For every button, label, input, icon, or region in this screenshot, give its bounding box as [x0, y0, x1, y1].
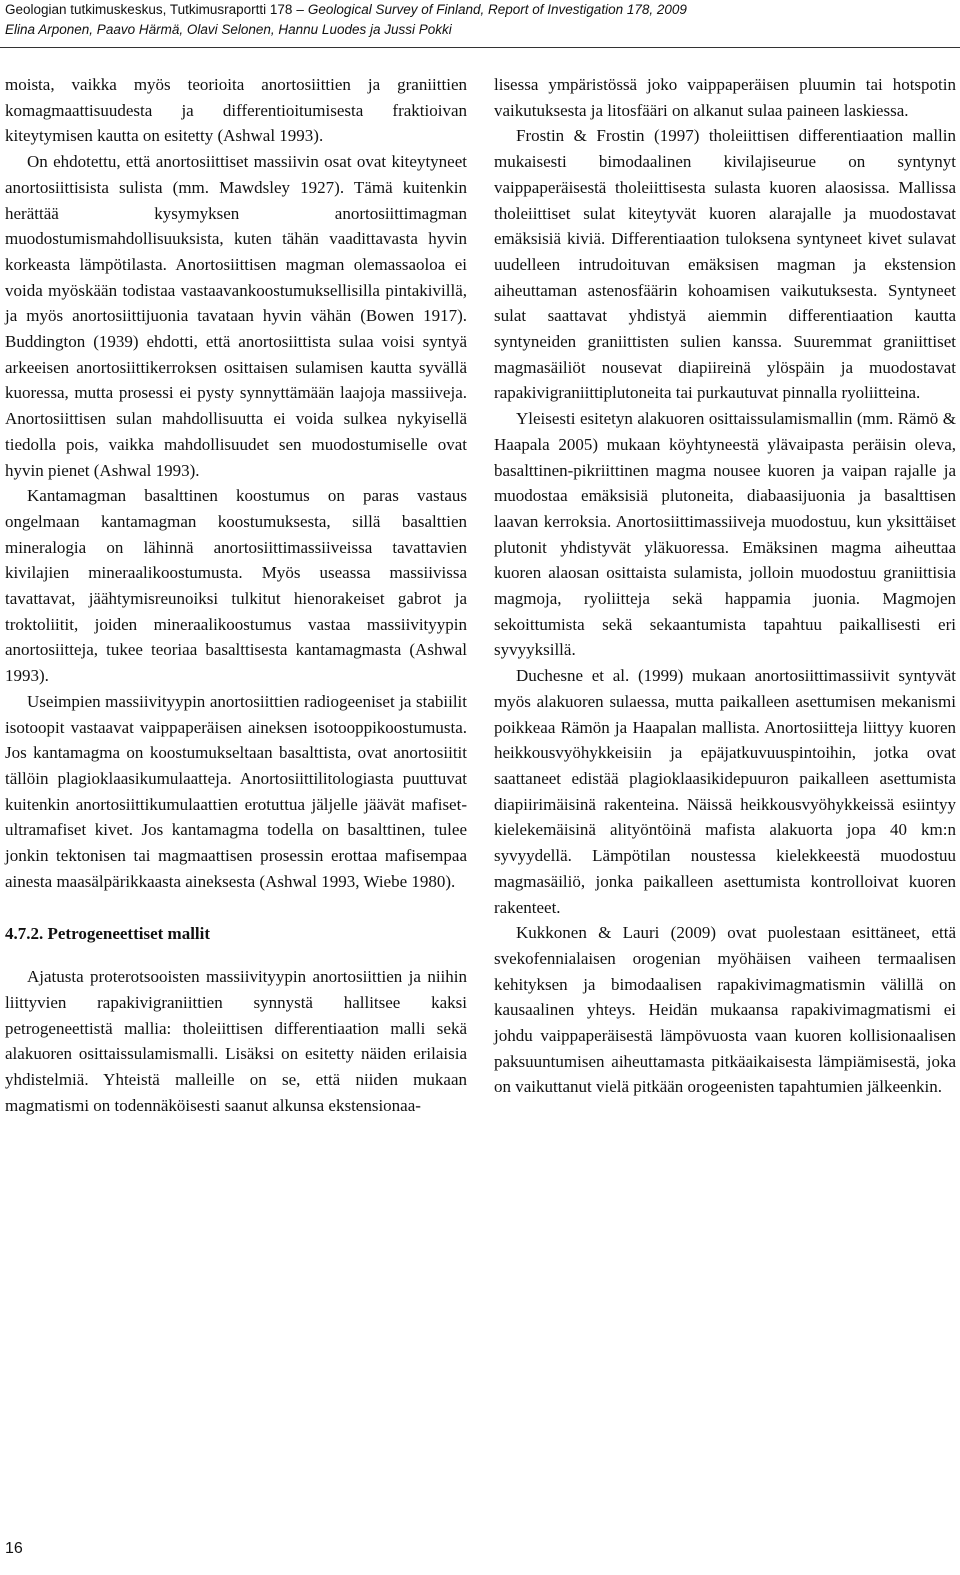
- header-series-fi: Geologian tutkimuskeskus, Tutkimusraportti 178: [5, 2, 293, 17]
- header-separator: –: [296, 2, 304, 17]
- right-column: [494, 72, 956, 1100]
- page-number: 16: [5, 1540, 23, 1557]
- paragraph: lisessa ympäristössä joko vaippaperäisen pluumin tai hotspotin vaikutuksesta ja litosfääri on alkanut sulaa paineen laskiessa.: [494, 75, 956, 120]
- paragraph: On ehdotettu, että anortosiittiset massiivin osat ovat kiteytyneet anortosiittisista sulista (mm. Mawdsley 1927). Tämä kuitenkin herättää kysymyksen anortosiittimagman muodostumismahdollisuuksista, kuten tähän vaadittavasta hyvin korkeasta lämpötilasta. Anortosiittisen magman olemassaoloa ei voida myöskään todistaa vastaavankoostumuksellisilla pintakivillä, ja myös anortosiittijuonia tavataan hyvin vähän (Bowen 1917). Buddington (1939) ehdotti, että anortosiittista sulaa voisi syntyä arkeeisen anortosiittikerroksen osittaisen sulamisen kautta syvällä kuoressa, mutta prosessi ei pysty synnyttämään laajoja massiiveja. Anortosiittisen sulan mahdollisuutta ei voida sulkea nykyisellä tiedolla pois, vaikka mahdollisuudet sen muodostumiselle ovat hyvin pienet (Ashwal 1993).: [5, 152, 467, 480]
- paragraph: Yleisesti esitetyn alakuoren osittaissulamismallin (mm. Rämö & Haapala 2005) mukaan köyhtyneestä ylävaipasta peräisin oleva, basalttinen-pikriittinen magma nousee kuoren ja vaipan rajalle ja muodostaa emäksisiä plutoneita, diabaasijuonia ja basalttisen laavan kerroksia. Anortosiittimassiiveja muodostuu, kun yksittäiset plutonit yhdistyvät yläkuoressa. Emäksinen magma aiheuttaa kuoren alaosan osittaista sulamista, jolloin muodostuu graniittisia magmoja, ryoliitteja sekä happamia juonia. Magmojen sekoittumista sekä sekaantumista tapahtuu paikallisesti eri syvyyksillä.: [494, 409, 956, 660]
- paragraph: Kukkonen & Lauri (2009) ovat puolestaan esittäneet, että svekofennialaisen orogenian myöhäisen vaiheen termaalisen kehityksen ja bimodaalisen rapakivimagmatismin välillä on kausaalinen yhteys. Heidän mukaansa rapakivimagmatismi ei johdu vaippaperäisestä lämpövuosta vaan kuoren kollisionaalisen paksuuntumisen aiheuttamasta pitkäaikaisesta lämpiämisestä, joka on vaikuttanut vielä pitkään orogeenisten tapahtumien jälkeenkin.: [494, 923, 956, 1097]
- header-authors: Elina Arponen, Paavo Härmä, Olavi Selonen, Hannu Luodes ja Jussi Pokki: [5, 22, 452, 37]
- paragraph: Useimpien massiivityypin anortosiittien radiogeeniset ja stabiilit isotoopit vastaavat vaippaperäisen aineksen isotooppikoostumusta. Jos kantamagma on koostumukseltaan basalttista, ovat anortosiitit tällöin plagioklaasikumulaatteja. Anortosiittilitologiasta puuttuvat kuitenkin anortosiittikumulaattien erotuttua jäljelle jäävät mafiset-ultramafiset kivet. Jos kantamagma todella on basalttinen, tulee jonkin tektonisen tai magmaattisen prosessin erottaa mafisempaa ainesta maasälpärikkaasta aineksesta (Ashwal 1993, Wiebe 1980).: [5, 691, 467, 891]
- left-column: [5, 72, 467, 1118]
- header-rule: [0, 47, 960, 48]
- header-series-en: Geological Survey of Finland, Report of Investigation 178, 2009: [307, 2, 687, 17]
- paragraph: Ajatusta proterotsooisten massiivityypin anortosiittien ja niihin liittyvien rapakivigraniittien synnystä hallitsee kaksi petrogeneettistä mallia: tholeiittisen differentiaation malli sekä alakuoren osittaissulamismalli. Lisäksi on esitetty näiden erilaisia yhdistelmiä. Yhteistä malleille on se, että niiden mukaan magmatismi on todennäköisesti saanut alkunsa ekstensionaa-: [5, 967, 467, 1115]
- running-header: [5, 0, 945, 40]
- section-heading: 4.7.2. Petrogeneettiset mallit: [5, 923, 211, 943]
- paragraph: moista, vaikka myös teorioita anortosiittien ja graniittien komagmaattisuudesta ja differentioitumisesta fraktioivan kiteytymisen kautta on esitetty (Ashwal 1993).: [5, 75, 467, 146]
- header-line-1: [5, 0, 945, 20]
- paragraph: Kantamagman basalttinen koostumus on paras vastaus ongelmaan kantamagman koostumuksesta, sillä basalttien mineralogia on lähinnä anortosiittimassiiveissa tavattavien kivilajien mineraalikoostumusta. Myös useassa massiivissa tavattavat, jäähtymisreunoiksi tulkitut hienorakeiset gabrot ja troktoliitit, joiden mineraalikoostumus vastaa massiivityypin anortosiitteja, tukee teoriaa basalttisesta kantamagmasta (Ashwal 1993).: [5, 486, 467, 686]
- paragraph: Duchesne et al. (1999) mukaan anortosiittimassiivit syntyvät myös alakuoren sulaessa, mutta paikalleen asettumisen mekanismi poikkeaa Rämön ja Haapalan mallista. Anortosiitteja liittyy kuoren heikkousvyöhykkeisiin ja epäjatkuvuuspintoihin, jotka ovat saattaneet edistää plagioklaasikidepuuron paikalleen asettumista diapiirimäisinä rakenteina. Näissä heikkousvyöhykkeissä esiintyy kielekemäisinä alityöntöinä mafista alakuorta jopa 40 km:n syvyydellä. Lämpötilan noustessa kielekkeestä muodostuu magmasäiliö, jonka paikalleen asettumista kontrolloivat kuoren rakenteet.: [494, 666, 956, 917]
- paragraph: Frostin & Frostin (1997) tholeiittisen differentiaation mallin mukaisesti bimodaalinen kivilajiseurue on syntynyt vaippaperäisestä tholeiittisesta sulasta kuoren alaosissa. Mallissa tholeiittiset sulat kiteytyvät kuoren alarajalle ja muodostavat emäksisiä kiviä. Differentiaation tuloksena syntyneet kivet sulavat uudelleen intrudoituvan emäksisen magman ja ekstension aiheuttaman astenosfäärin kohoamisen vaikutuksesta. Syntyneet sulat saattavat yhdistyä aiemmin differentiaation kautta syntyneiden graniittisten sulien kanssa. Suuremmat graniittiset magmasäiliöt nousevat diapiireinä ylöspäin ja muodostavat rapakivigraniittiplutoneita tai purkautuvat pinnalla ryoliitteina.: [494, 126, 956, 403]
